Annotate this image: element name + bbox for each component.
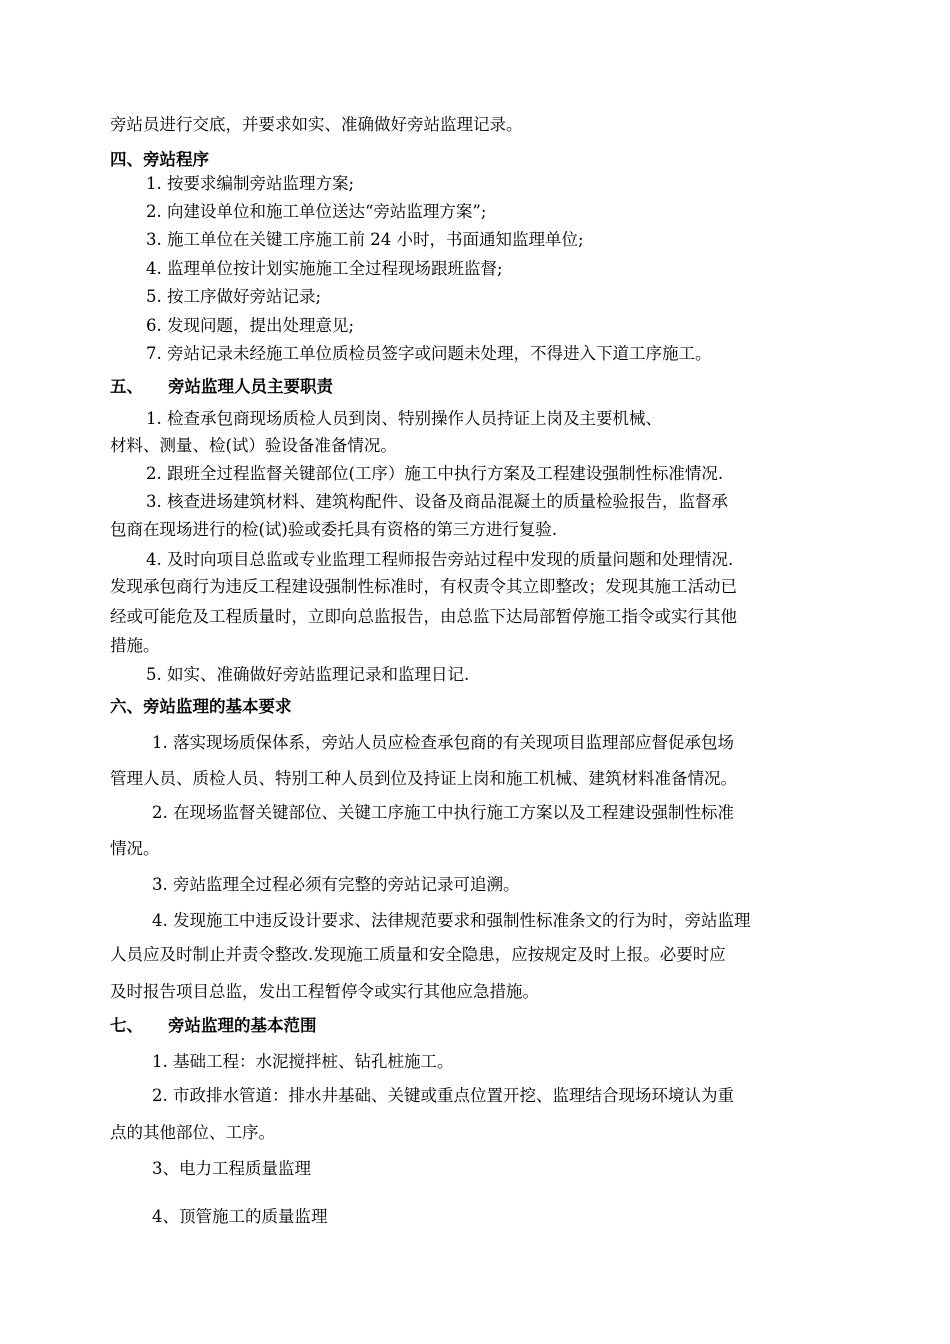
section-6-line: 2. 在现场监督关键部位、关键工序施工中执行施工方案以及工程建设强制性标准 (152, 803, 734, 822)
section-4-item: 4. 监理单位按计划实施施工全过程现场跟班监督; (146, 259, 503, 278)
section-4-item: 5. 按工序做好旁站记录; (146, 287, 322, 306)
section-5-line: 2. 跟班全过程监督关键部位(工序）施工中执行方案及工程建设强制性标准情况. (146, 464, 724, 483)
section-5-line: 4. 及时向项目总监或专业监理工程师报告旁站过程中发现的质量问题和处理情况. (146, 550, 734, 569)
section-5-line: 包商在现场进行的检(试)验或委托具有资格的第三方进行复验. (110, 520, 558, 539)
section-6-line: 4. 发现施工中违反设计要求、法律规范要求和强制性标准条文的行为时，旁站监理 (152, 911, 751, 930)
section-7-heading (110, 1014, 317, 1038)
section-7-line: 1. 基础工程：水泥搅拌桩、钻孔桩施工。 (152, 1052, 454, 1071)
section-5-line: 材料、测量、检(试）验设备准备情况。 (110, 436, 397, 455)
section-5-heading-number: 五、 (110, 377, 143, 396)
section-4-item: 3. 施工单位在关键工序施工前 24 小时，书面通知监理单位; (146, 230, 584, 249)
section-5-line: 3. 核查进场建筑材料、建筑构配件、设备及商品混凝土的质量检验报告，监督承 (146, 492, 728, 511)
section-7-line: 3、电力工程质量监理 (152, 1159, 311, 1178)
section-6-line: 3. 旁站监理全过程必须有完整的旁站记录可追溯。 (152, 875, 520, 894)
section-5-heading (110, 375, 333, 399)
section-6-line: 人员应及时制止并责令整改.发现施工质量和安全隐患，应按规定及时上报。必要时应 (110, 945, 726, 964)
section-5-heading-text: 旁站监理人员主要职责 (168, 377, 333, 396)
section-7-heading-number: 七、 (110, 1016, 143, 1035)
section-7-line: 4、顶管施工的质量监理 (152, 1207, 328, 1226)
section-5-line: 1. 检查承包商现场质检人员到岗、特别操作人员持证上岗及主要机械、 (146, 409, 662, 428)
section-4-item: 1. 按要求编制旁站监理方案; (146, 174, 355, 193)
section-4-heading: 四、旁站程序 (110, 150, 209, 169)
section-7-line: 点的其他部位、工序。 (110, 1123, 275, 1142)
section-5-line: 5. 如实、准确做好旁站监理记录和监理日记. (146, 665, 470, 684)
section-6-line: 管理人员、质检人员、特别工种人员到位及持证上岗和施工机械、建筑材料准备情况。 (110, 769, 737, 788)
intro-line: 旁站员进行交底，并要求如实、准确做好旁站监理记录。 (110, 115, 523, 134)
section-4-item: 7. 旁站记录未经施工单位质检员签字或问题未处理，不得进入下道工序施工。 (146, 344, 712, 363)
section-5-line: 发现承包商行为违反工程建设强制性标准时，有权责令其立即整改；发现其施工活动已 (110, 577, 737, 596)
section-6-heading: 六、旁站监理的基本要求 (110, 697, 292, 716)
section-4-item: 2. 向建设单位和施工单位送达“旁站监理方案”; (146, 202, 487, 221)
section-7-heading-text: 旁站监理的基本范围 (168, 1016, 317, 1035)
section-4-item: 6. 发现问题，提出处理意见; (146, 316, 355, 335)
section-5-line: 经或可能危及工程质量时，立即向总监报告，由总监下达局部暂停施工指令或实行其他 (110, 607, 737, 626)
section-6-line: 情况。 (110, 839, 160, 858)
section-6-line: 及时报告项目总监，发出工程暂停令或实行其他应急措施。 (110, 982, 539, 1001)
section-6-line: 1. 落实现场质保体系，旁站人员应检查承包商的有关现项目监理部应督促承包场 (152, 733, 734, 752)
section-7-line: 2. 市政排水管道：排水井基础、关键或重点位置开挖、监理结合现场环境认为重 (152, 1086, 734, 1105)
section-5-line: 措施。 (110, 636, 160, 655)
